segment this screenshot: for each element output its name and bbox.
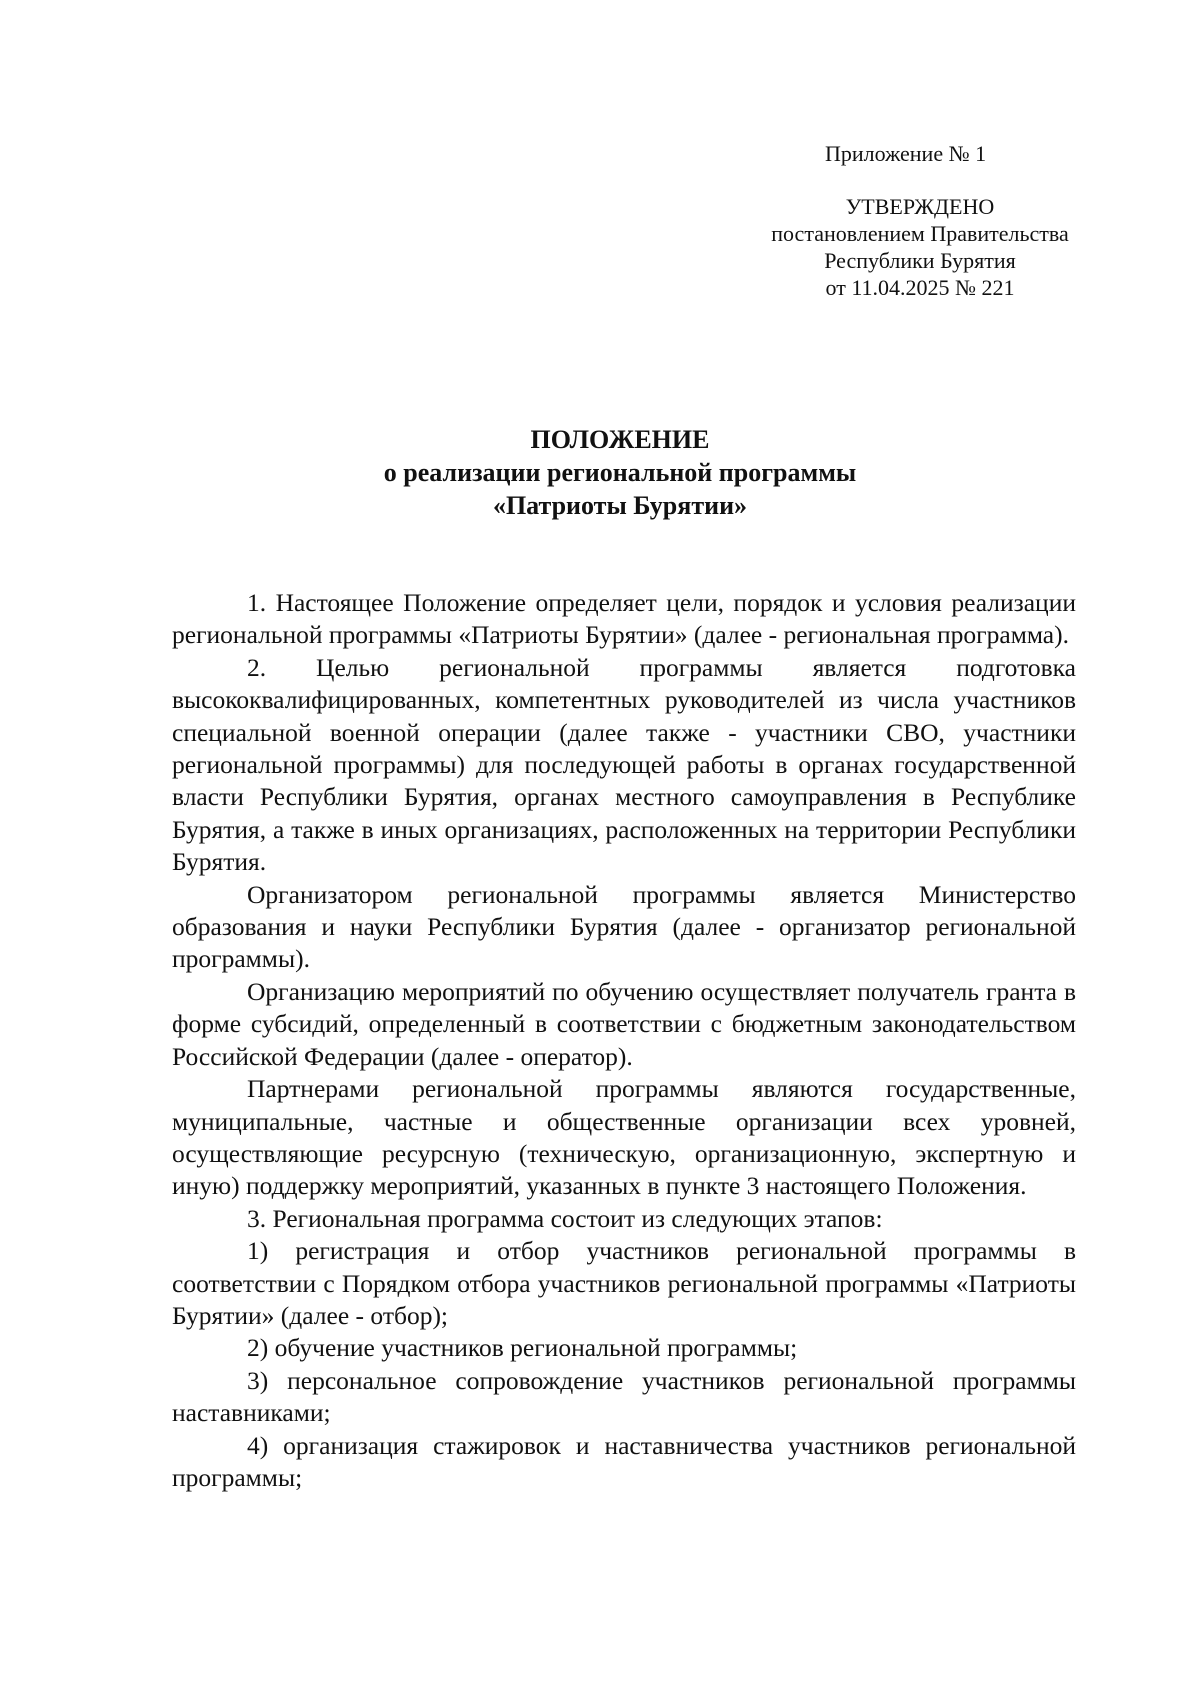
approved-by-government: Республики Бурятия: [824, 248, 1016, 273]
stage-item-2: 2) обучение участников региональной программы;: [247, 1333, 798, 1363]
approved-by-line: постановлением Правительства: [771, 221, 1069, 246]
document-subtitle: о реализации региональной программы: [383, 458, 857, 487]
paragraph-operator: Организацию мероприятий по обучению осуществляет получатель гранта в форме субсидий, определенный в соответствии с бюджетным законодательством Российской Федерации (далее - оператор).: [172, 976, 1076, 1071]
paragraph-partners: Партнерами региональной программы являются государственные, муниципальные, частные и общественные организации всех уровней, осуществляющие ресурсную (техническую, организационную, экспертную и иную) поддержку мероприятий, указанных в пункте 3 настоящего Положения.: [172, 1074, 1076, 1201]
paragraph-3: 3. Региональная программа состоит из следующих этапов:: [247, 1203, 883, 1233]
stage-item-1: 1) регистрация и отбор участников региональной программы в соответствии с Порядком отбора участников региональной программы «Патриоты Бурятии» (далее - отбор);: [172, 1236, 1076, 1330]
document-heading: [170, 423, 1070, 522]
document-title: ПОЛОЖЕНИЕ: [530, 425, 710, 454]
approval-date-number: от 11.04.2025 № 221: [825, 275, 1015, 300]
document-body: [172, 587, 1076, 1494]
approved-label: УТВЕРЖДЕНО: [845, 194, 995, 219]
stage-item-3: 3) персональное сопровождение участников региональной программы наставниками;: [172, 1365, 1076, 1428]
paragraph-organizer: Организатором региональной программы является Министерство образования и науки Республики Бурятия (далее - организатор региональной программы).: [172, 879, 1076, 974]
paragraph-1: 1. Настоящее Положение определяет цели, порядок и условия реализации региональной программы «Патриоты Бурятии» (далее - региональная программа).: [172, 588, 1076, 650]
program-name: «Патриоты Бурятии»: [492, 491, 748, 520]
approval-stamp-block: [740, 140, 1100, 301]
annex-number: Приложение № 1: [825, 141, 987, 166]
paragraph-2: 2. Целью региональной программы является подготовка высококвалифицированных, компетентных руководителей из числа участников специальной военной операции (далее также - участники СВО, участники региональной программы) для последующей работы в органах государственной власти Республики Бурятия, органах местного самоуправления в Республике Бурятия, а также в иных организациях, расположенных на территории Республики Бурятия.: [172, 652, 1076, 877]
stage-item-4: 4) организация стажировок и наставничества участников региональной программы;: [172, 1430, 1076, 1492]
